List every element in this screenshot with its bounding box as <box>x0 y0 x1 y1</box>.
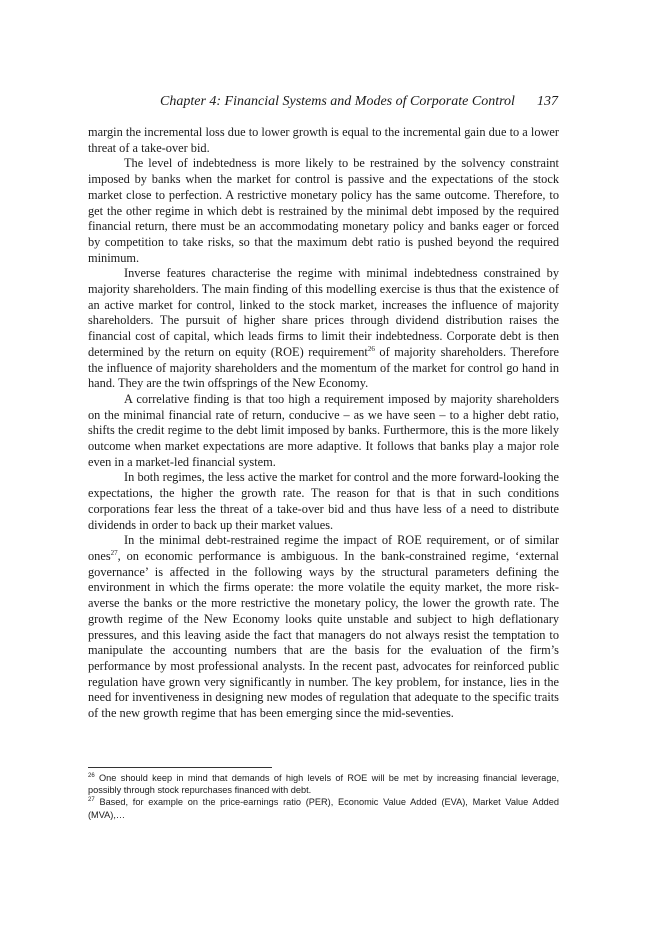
footnote <box>88 796 559 820</box>
footnotes <box>88 772 559 821</box>
paragraph-text: , on economic performance is ambiguous. In the bank-constrained regime, ‘external governance’ is affected in the following ways by the structural parameters defining the environment in which the firms operate: the more volatile the equity market, the more risk-averse the banks or the more restrictive the monetary policy, the lower the growth rate. The growth regime of the New Economy looks quite unstable and subject to high deflationary pressures, and this leaving aside the fact that managers do not always resist the temptation to manipulate the accounting numbers that are the basis for the evaluation of the firm’s performance by most professional analysts. In the recent past, advocates for reinforced public regulation have grown very significantly in number. The key problem, for instance, lies in the need for inventiveness in designing new modes of regulation that adequate to the specific traits of the new growth regime that has been emerging since the mid-seventies. <box>88 548 559 721</box>
footnote-mark: 27 <box>88 797 95 804</box>
footnote-divider <box>88 767 272 768</box>
paragraph: The level of indebtedness is more likely to be restrained by the solvency constraint imposed by banks when the market for control is passive and the expectations of the stock market close to perfection. A restrictive monetary policy has the same outcome. Therefore, to get the other regime in which debt is restrained by the minimal debt imposed by the required financial return, there must be an accommodating monetary policy and banks eager or forced by competition to take risks, so that the maximum debt ratio is pushed beyond the required minimum. <box>88 156 559 265</box>
footnote-mark: 26 <box>88 773 95 779</box>
paragraph-text: In the minimal debt-restrained regime the impact of ROE requirement, or of similar ones <box>88 533 559 563</box>
paragraph: margin the incremental loss due to lower growth is equal to the incremental gain due to a lower threat of a take-over bid. <box>88 125 559 155</box>
footnote-ref: 26 <box>367 344 375 353</box>
footnote-text: One should keep in mind that demands of high levels of ROE will be met by increasing financial leverage, possibly through stock repurchases financed with debt. <box>88 773 559 796</box>
paragraph: In both regimes, the less active the market for control and the more forward-looking the expectations, the higher the growth rate. The reason for that is that in such conditions corporations fear less the threat of a take-over bid and thus have less of a need to distribute dividends in order to back up their market values. <box>88 470 559 532</box>
paragraph: A correlative finding is that too high a requirement imposed by majority shareholders on the minimal financial rate of return, conducive – as we have seen – to a higher debt ratio, shifts the credit regime to the debt limit imposed by banks. Furthermore, this is the more likely outcome when market expectations are more adaptive. It follows that banks play a major role even in a market-led financial system. <box>88 391 559 469</box>
paragraph-text: of majority shareholders. Therefore the influence of majority shareholders and the momentum of the market for control go hand in hand. They are the twin offsprings of the New Economy. <box>88 344 559 391</box>
footnote-text: Based, for example on the price-earnings ratio (PER), Economic Value Added (EVA), Market Value Added (MVA),… <box>88 797 560 820</box>
paragraph <box>88 266 559 392</box>
running-header <box>88 94 558 114</box>
paragraph-text: Inverse features characterise the regime with minimal indebtedness constrained by majority shareholders. The main finding of this modelling exercise is thus that the existence of an active market for control, linked to the stock market, increases the influence of majority shareholders. The pursuit of higher share prices through dividend distribution raises the financial cost of capital, which leads firms to limit their indebtedness. Corporate debt is then determined by the return on equity (ROE) requirement <box>88 266 559 359</box>
paragraph <box>88 533 559 721</box>
footnote-ref: 27 <box>110 548 118 557</box>
page-number: 137 <box>537 94 558 109</box>
chapter-title: Chapter 4: Financial Systems and Modes of Corporate Control <box>160 94 515 109</box>
body-text <box>88 125 559 722</box>
footnote <box>88 772 559 796</box>
